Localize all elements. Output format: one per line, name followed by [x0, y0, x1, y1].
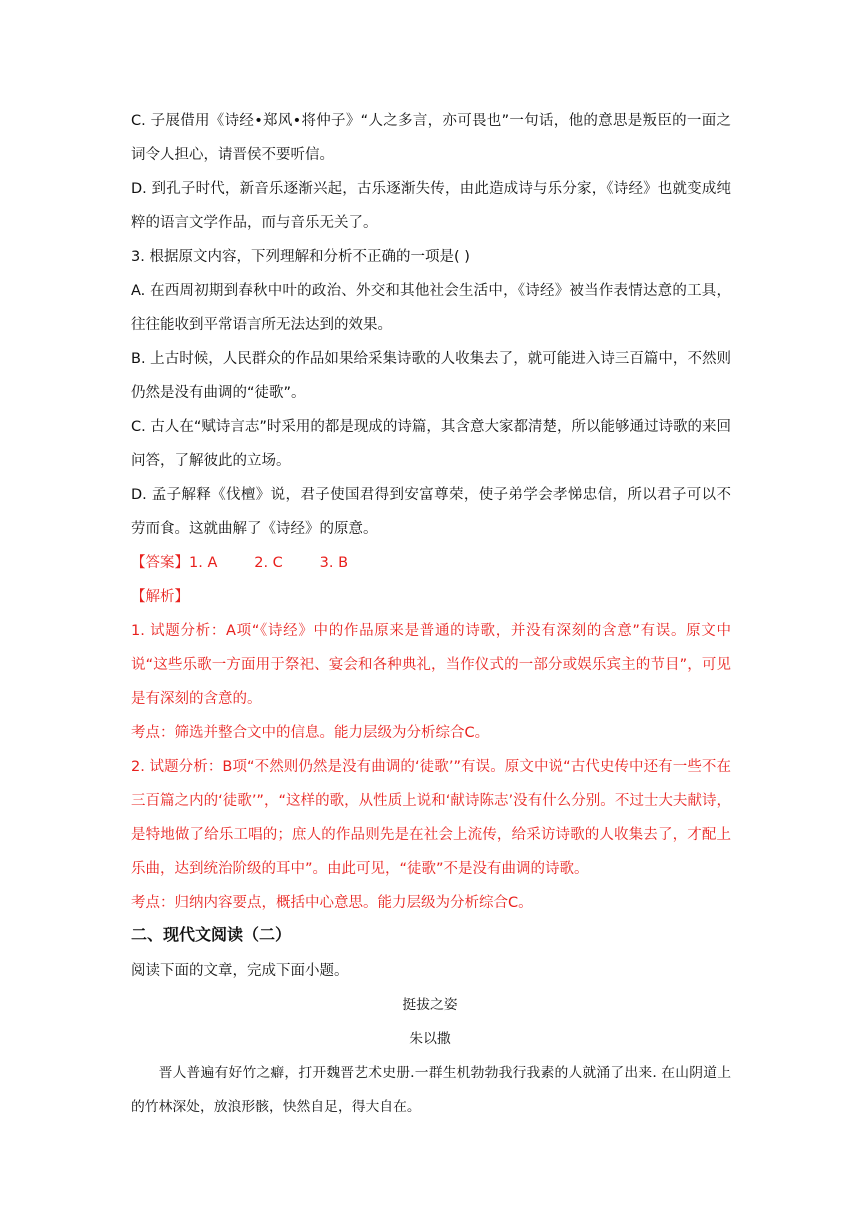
article-author: 朱以撒: [409, 1031, 451, 1047]
analysis-q1-point: 考点：筛选并整合文中的信息。能力层级为分析综合C。: [131, 725, 490, 741]
analysis-q2-point: 考点：归纳内容要点，概括中心意思。能力层级为分析综合C。: [131, 895, 533, 911]
q2-option-d: D. 到孔子时代，新音乐逐渐兴起，古乐逐渐失传，由此造成诗与乐分家，《诗经》也就变成纯粹的语言文学作品，而与音乐无关了。: [131, 181, 731, 231]
answer-items: 1. A 2. C 3. B: [189, 555, 349, 571]
answer-line: [131, 546, 731, 580]
article-title: 挺拔之姿: [402, 997, 458, 1013]
q3-option-d: D. 孟子解释《伐檀》说，君子使国君得到安富尊荣，使子弟学会孝悌忠信，所以君子可以不劳而食。这就曲解了《诗经》的原意。: [131, 487, 731, 537]
analysis-q2: 2. 试题分析：B项“不然则仍然是没有曲调的‘徒歌’”有误。原文中说“古代史传中还有一些不在三百篇之内的‘徒歌’”，“这样的歌，从性质上说和‘献诗陈志’没有什么分别。不过士大夫献诗，是特地做了给乐工唱的；庶人的作品则先是在社会上流传，给采访诗歌的人收集去了，才配上乐曲，达到统治阶级的耳中”。由此可见，“徒歌”不是没有曲调的诗歌。: [131, 759, 731, 877]
q3-option-a: A. 在西周初期到春秋中叶的政治、外交和其他社会生活中，《诗经》被当作表情达意的工具，往往能收到平常语言所无法达到的效果。: [131, 283, 731, 333]
article-paragraph: 晋人普遍有好竹之癖，打开魏晋艺术史册.一群生机勃勃我行我素的人就涌了出来. 在山阴道上的竹林深处，放浪形骸，快然自足，得大自在。: [131, 1065, 731, 1115]
q3-option-c: C. 古人在“赋诗言志”时采用的都是现成的诗篇，其含意大家都清楚，所以能够通过诗歌的来回问答，了解彼此的立场。: [131, 419, 731, 469]
q3-stem: 3. 根据原文内容，下列理解和分析不正确的一项是( ): [131, 249, 470, 265]
analysis-q1: 1. 试题分析：A项“《诗经》中的作品原来是普通的诗歌，并没有深刻的含意”有误。原文中说“这些乐歌一方面用于祭祀、宴会和各种典礼，当作仪式的一部分或娱乐宾主的节目”，可见是有深刻的含意的。: [131, 623, 731, 707]
q2-option-c: C. 子展借用《诗经•郑风•将仲子》“人之多言，亦可畏也”一句话，他的意思是叛臣的一面之词令人担心，请晋侯不要听信。: [131, 113, 731, 163]
section-heading: 二、现代文阅读（二）: [131, 925, 292, 944]
analysis-label: 【解析】: [131, 589, 189, 605]
q3-option-b: B. 上古时候，人民群众的作品如果给采集诗歌的人收集去了，就可能进入诗三百篇中，不然则仍然是没有曲调的“徒歌”。: [131, 351, 731, 401]
section-instruction: 阅读下面的文章，完成下面小题。: [131, 963, 349, 979]
answer-label: 【答案】: [131, 555, 189, 571]
